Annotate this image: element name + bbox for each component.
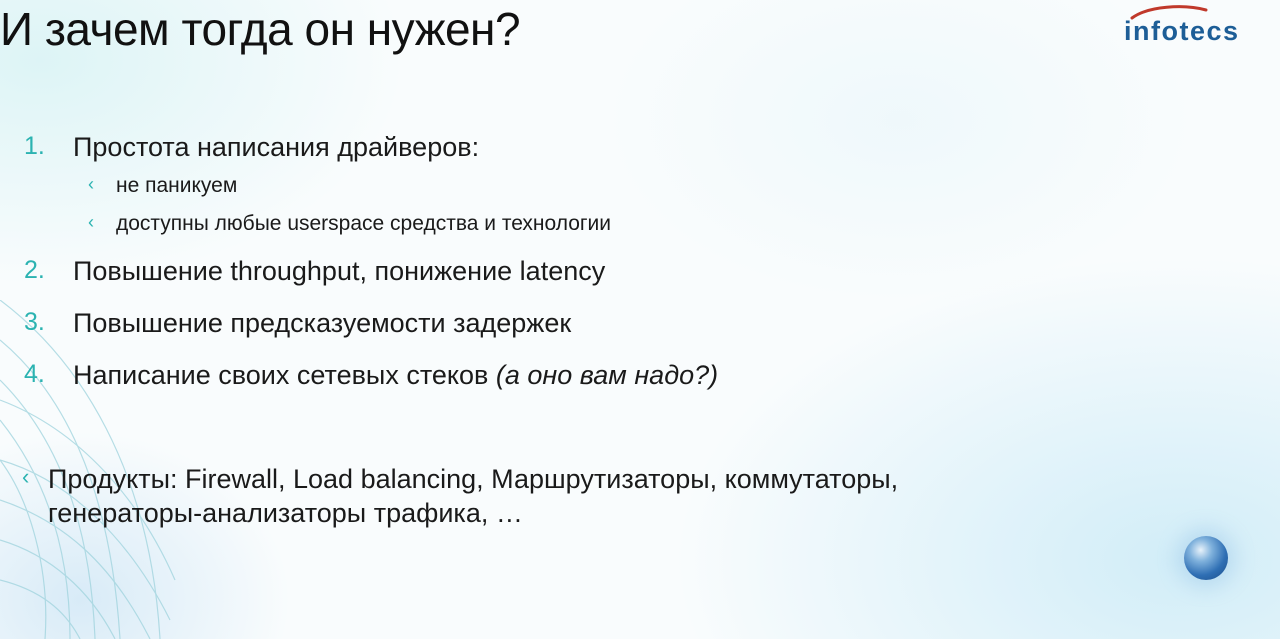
list-item-text <box>73 360 718 391</box>
list-number: 2. <box>24 256 45 284</box>
sub-item-text: доступны любые userspace средства и технологии <box>116 212 612 235</box>
list-item-italic-text: (а оно вам надо?) <box>495 360 719 390</box>
slide-title: И зачем тогда он нужен? <box>0 3 521 55</box>
bullet-icon: ‹ <box>22 464 30 489</box>
logo-text: infotecs <box>1124 16 1240 46</box>
list-item-main-text: Написание своих сетевых стеков <box>73 360 496 390</box>
sub-bullet-icon: ‹ <box>88 174 94 194</box>
products-text: Продукты: Firewall, Load balancing, Маршрутизаторы, коммутаторы, генераторы-анализаторы трафика, … <box>48 464 899 528</box>
sub-bullet-icon: ‹ <box>88 212 94 232</box>
list-number: 1. <box>24 132 45 160</box>
infotecs-logo <box>1124 4 1266 48</box>
list-item-text: Простота написания драйверов: <box>73 132 480 162</box>
list-number: 3. <box>24 308 45 336</box>
list-item-text: Повышение throughput, понижение latency <box>73 256 606 286</box>
sub-item-text: не паникуем <box>116 174 238 197</box>
list-number: 4. <box>24 360 45 388</box>
list-item-text: Повышение предсказуемости задержек <box>73 308 572 338</box>
decorative-orb <box>1184 536 1228 580</box>
products-bullet <box>0 462 1000 542</box>
